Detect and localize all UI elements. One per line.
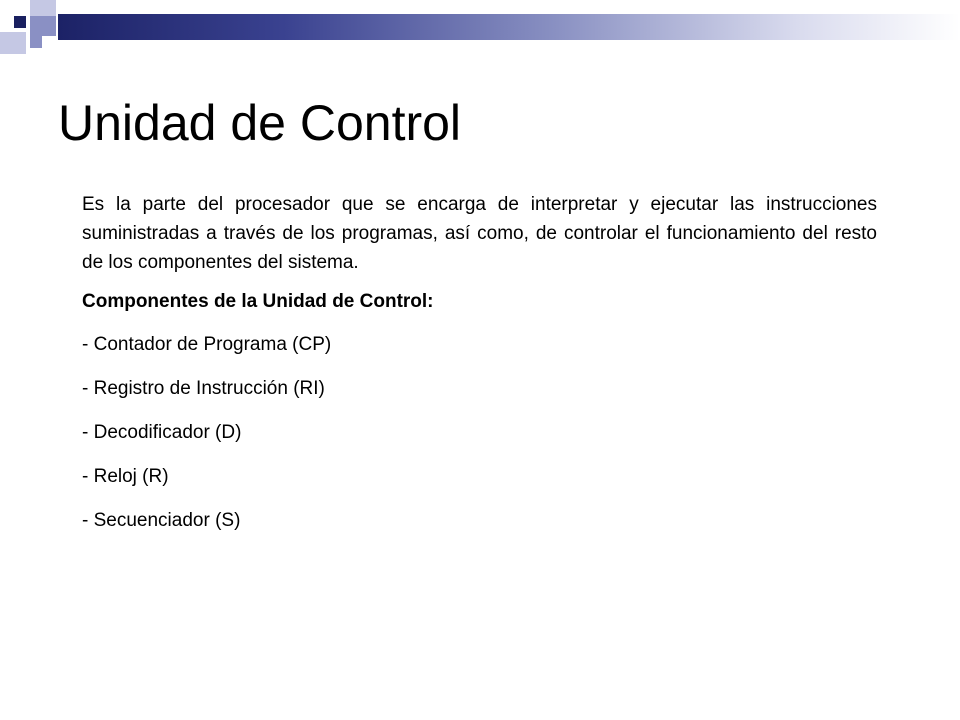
decor-square-small bbox=[30, 36, 42, 48]
decor-square-mid bbox=[30, 16, 56, 36]
decor-square-light-left bbox=[0, 32, 26, 54]
decor-square-dark bbox=[14, 16, 26, 28]
intro-paragraph: Es la parte del procesador que se encarga de interpretar y ejecutar las instrucciones suministradas a través de los programas, así como, de controlar el funcionamiento del resto de los componentes del sistema. bbox=[82, 194, 877, 273]
header-gradient-band bbox=[58, 14, 960, 40]
component-item: - Contador de Programa (CP) bbox=[82, 334, 332, 355]
component-item: - Decodificador (D) bbox=[82, 422, 242, 443]
decor-square-light bbox=[30, 0, 56, 16]
component-item: - Reloj (R) bbox=[82, 466, 169, 487]
component-item: - Registro de Instrucción (RI) bbox=[82, 378, 325, 399]
slide-body bbox=[82, 190, 877, 550]
component-item: - Secuenciador (S) bbox=[82, 510, 241, 531]
slide-title: Unidad de Control bbox=[58, 95, 462, 151]
components-heading: Componentes de la Unidad de Control: bbox=[82, 291, 434, 312]
